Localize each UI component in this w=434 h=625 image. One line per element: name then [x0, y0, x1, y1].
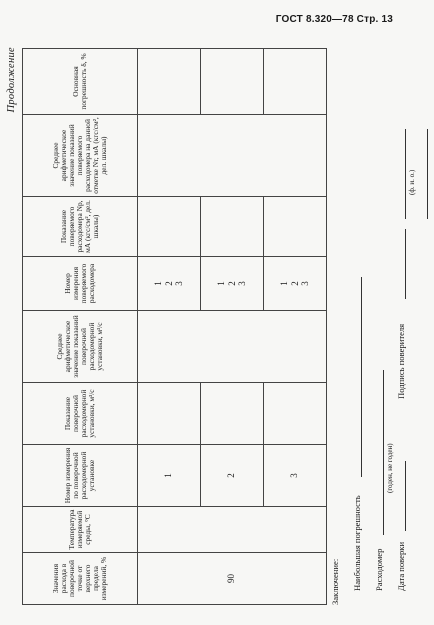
meas-number: 2 [226, 281, 237, 286]
install-reading-cell [138, 383, 201, 445]
max-error-label: Наибольшая погрешность [352, 495, 362, 591]
install-reading-cell [201, 383, 264, 445]
meter-meas-cell [138, 257, 201, 311]
meas-number: 2 [163, 281, 174, 286]
date-line [405, 461, 406, 531]
conclusion-title: Заключение: [330, 558, 340, 605]
col-header-install-mean: Среднее арифметическое значение показаний поверочной расходомерной установки, м³/с [23, 311, 138, 383]
col-header-meter-mean: Среднее арифметическое значение показаний поверяемого расходомера на данной отметке Nт, мА (кгс/см², дел. шкалы) [23, 115, 138, 197]
meas-number: 1 [279, 281, 290, 286]
col-header-install-reading: Показание поверочной расходомерной установки, м³/с [23, 383, 138, 445]
col-header-install-meas-no: Номер измерения по поверочной расходомерной установке [23, 445, 138, 507]
flow-value-cell: 90 [138, 553, 327, 605]
verification-table [22, 48, 327, 605]
meas-number: 1 [216, 281, 227, 286]
rotated-page-content [6, 45, 416, 605]
date-label: Дата поверки [396, 541, 406, 591]
signature-label: Подпись поверителя [396, 323, 406, 399]
table-header-row [23, 49, 138, 605]
col-header-basic-error: Основная погрешность δ, % [23, 49, 138, 115]
flowmeter-note: (годен, не годен) [386, 443, 394, 493]
col-header-flow-value: Значения расхода в поверочной точке от верхнего предела измерений, % [23, 553, 138, 605]
meas-number: 2 [289, 281, 300, 286]
meter-reading-cell [138, 197, 201, 257]
name-note: (ф. и. о.) [408, 169, 416, 195]
meter-reading-cell [201, 197, 264, 257]
install-mean-cell [138, 311, 327, 383]
meas-number: 3 [174, 281, 185, 286]
meas-number: 3 [300, 281, 311, 286]
meter-meas-cell [201, 257, 264, 311]
col-header-temperature: Температура измеряемой среды, °С [23, 507, 138, 553]
table-row [138, 49, 201, 605]
signature-line [405, 229, 406, 299]
install-no-cell: 1 [138, 445, 201, 507]
meter-reading-cell [264, 197, 327, 257]
col-header-meter-reading: Показание поверяемого расходомера Nр, мА (кгс/см², дел. шкалы) [23, 197, 138, 257]
install-no-cell: 3 [264, 445, 327, 507]
error-cell [201, 49, 264, 115]
meter-mean-cell [138, 115, 327, 197]
error-cell [264, 49, 327, 115]
temperature-cell [138, 507, 327, 553]
continuation-label: Продолжение [6, 47, 17, 113]
meas-number: 1 [153, 281, 164, 286]
conclusion-block [324, 45, 434, 605]
meter-meas-cell [264, 257, 327, 311]
install-no-cell: 2 [201, 445, 264, 507]
max-error-line [361, 277, 362, 477]
meas-number: 3 [237, 281, 248, 286]
extra-line [427, 129, 428, 219]
page-header: ГОСТ 8.320—78 Стр. 13 [275, 14, 393, 25]
col-header-meter-meas-no: Номер измерения поверяемого расходомера [23, 257, 138, 311]
error-cell [138, 49, 201, 115]
name-line [405, 129, 406, 219]
install-reading-cell [264, 383, 327, 445]
flowmeter-label: Расходомер [374, 548, 384, 591]
flowmeter-line [383, 370, 384, 535]
